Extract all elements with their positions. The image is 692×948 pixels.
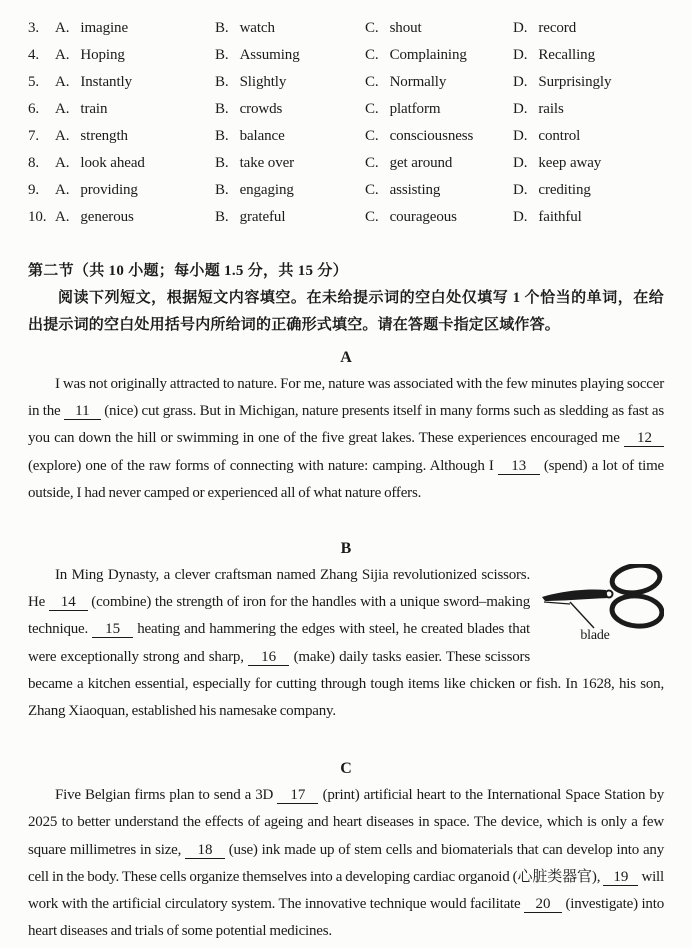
choice-row-6 — [28, 101, 664, 128]
passage-a-text — [28, 376, 664, 501]
option-b — [215, 209, 365, 226]
scissors-icon — [540, 564, 664, 630]
option-letter: C. — [365, 20, 379, 36]
option-letter: C. — [365, 47, 379, 63]
blank-12: 12 — [623, 430, 665, 447]
option-letter: D. — [513, 155, 528, 171]
option-c — [365, 47, 513, 64]
option-d — [513, 155, 664, 172]
option-text: engaging — [239, 182, 294, 198]
option-b — [215, 101, 365, 118]
option-text: get around — [389, 155, 453, 171]
question-number: 9. — [28, 182, 40, 198]
option-letter: B. — [215, 182, 229, 198]
option-text: keep away — [538, 155, 602, 171]
choice-row-8 — [28, 155, 664, 182]
option-letter: A. — [55, 47, 70, 63]
option-text: Instantly — [80, 74, 132, 90]
blank-20: 20 — [524, 896, 562, 913]
passage-text-run: I was not originally attracted to nature. For me, nature was associated with the few minutes playing soccer in the — [28, 376, 664, 420]
option-text: Recalling — [538, 47, 595, 63]
option-letter: B. — [215, 47, 229, 63]
option-b — [215, 182, 365, 199]
option-text: crowds — [239, 101, 283, 117]
option-text: Assuming — [239, 47, 300, 63]
section-instructions: 阅读下列短文，根据短文内容填空。在未给提示词的空白处仅填写 1 个恰当的单词，在给出提示词的空白处用括号内所给词的正确形式填空。请在答题卡指定区域作答。 — [28, 290, 664, 333]
passage-a-label: A — [340, 349, 352, 366]
option-letter: C. — [365, 209, 379, 225]
question-number: 3. — [28, 20, 40, 36]
option-letter: D. — [513, 20, 528, 36]
option-text: grateful — [239, 209, 286, 225]
choice-row-4 — [28, 47, 664, 74]
passage-b — [28, 562, 664, 725]
option-a — [55, 47, 215, 64]
option-text: platform — [389, 101, 441, 117]
option-text: record — [538, 20, 577, 36]
passage-text-run: Five Belgian firms plan to send a 3D — [55, 787, 278, 804]
blank-16: 16 — [247, 648, 290, 665]
question-number: 6. — [28, 101, 40, 117]
question-number: 8. — [28, 155, 40, 171]
blank-18: 18 — [185, 841, 225, 858]
option-letter: A. — [55, 20, 70, 36]
passage-text-run: will work with the artificial circulatory system. The innovative technique would facilitate — [28, 868, 664, 913]
question-number: 5. — [28, 74, 40, 90]
option-d — [513, 182, 664, 199]
option-text: control — [538, 128, 581, 144]
blank-13: 13 — [497, 457, 540, 474]
option-text: assisting — [389, 182, 441, 198]
passage-text-run: (print) artificial heart to the International Space Station by 2025 to better understand the effects of ageing and heart diseases in space. The device, which is only a few square millimetres in size, — [28, 787, 664, 858]
option-letter: A. — [55, 128, 70, 144]
option-text: courageous — [389, 209, 457, 225]
option-text: consciousness — [389, 128, 474, 144]
option-b — [215, 47, 365, 64]
passage-text-run: heating and hammering the edges with steel, he created blades that were exceptionally strong and sharp, — [28, 621, 531, 665]
passage-text-run: In Ming Dynasty, a clever craftsman named Zhang Sijia revolutionized scissors. He — [28, 567, 530, 611]
option-letter: A. — [55, 74, 70, 90]
blank-11: 11 — [64, 403, 101, 420]
option-a — [55, 101, 215, 118]
option-letter: A. — [55, 209, 70, 225]
passage-b-label: B — [340, 540, 352, 558]
option-text: generous — [80, 209, 134, 225]
option-text: Hoping — [80, 47, 125, 63]
option-text: look ahead — [80, 155, 145, 171]
option-letter: C. — [365, 128, 379, 144]
passage-a — [28, 371, 664, 507]
option-c — [365, 182, 513, 199]
option-text: imagine — [80, 20, 129, 36]
question-number: 10. — [28, 209, 47, 225]
passage-text-run: (spend) a lot of time outside, I had never camped or experienced all of what nature offers. — [28, 457, 665, 501]
option-d — [513, 209, 664, 226]
option-c — [365, 20, 513, 37]
option-text: balance — [239, 128, 285, 144]
option-letter: C. — [365, 74, 379, 90]
option-d — [513, 74, 664, 91]
passage-c-label: C — [340, 760, 352, 778]
option-text: Complaining — [389, 47, 467, 63]
option-letter: D. — [513, 101, 528, 117]
choice-row-5 — [28, 74, 664, 101]
option-letter: B. — [215, 20, 229, 36]
blank-19: 19 — [603, 868, 639, 885]
option-d — [513, 128, 664, 145]
option-a — [55, 74, 215, 91]
choice-row-7 — [28, 128, 664, 155]
option-a — [55, 128, 215, 145]
option-letter: D. — [513, 209, 528, 225]
scissors-figure — [540, 564, 664, 644]
blank-14: 14 — [48, 594, 88, 611]
option-letter: D. — [513, 128, 528, 144]
choice-row-9 — [28, 182, 664, 209]
passage-text-run: (explore) one of the raw forms of connecting with nature: camping. Although I — [28, 457, 498, 474]
option-a — [55, 209, 215, 226]
option-text: shout — [389, 20, 422, 36]
option-text: Normally — [389, 74, 447, 90]
passage-text-run: (nice) cut grass. But in Michigan, nature presents itself in many forms such as sledding as fast as you can down the hill or swimming in one of the five great lakes. These experiences encouraged me — [28, 403, 664, 447]
option-letter: A. — [55, 101, 70, 117]
option-text: faithful — [538, 209, 582, 225]
choice-row-3 — [28, 20, 664, 47]
option-c — [365, 128, 513, 145]
figure-label: blade — [580, 628, 610, 644]
question-number: 7. — [28, 128, 40, 144]
option-text: Surprisingly — [538, 74, 612, 90]
option-letter: B. — [215, 101, 229, 117]
option-text: Slightly — [239, 74, 287, 90]
option-text: take over — [239, 155, 295, 171]
passage-text-run: (use) ink made up of stem cells and biomaterials that can develop into any cell in the body. These cells organize themselves into a developing cardiac organoid (心脏类器官), — [28, 841, 665, 885]
option-c — [365, 101, 513, 118]
option-text: providing — [80, 182, 138, 198]
multiple-choice-section — [28, 20, 664, 236]
option-letter: D. — [513, 47, 528, 63]
blank-15: 15 — [92, 621, 134, 638]
option-a — [55, 20, 215, 37]
option-text: train — [80, 101, 108, 117]
option-letter: B. — [215, 209, 229, 225]
blank-17: 17 — [277, 787, 319, 804]
option-letter: A. — [55, 155, 70, 171]
option-c — [365, 155, 513, 172]
option-a — [55, 182, 215, 199]
option-letter: C. — [365, 182, 379, 198]
passage-c-text — [28, 787, 664, 939]
option-letter: B. — [215, 128, 229, 144]
option-b — [215, 74, 365, 91]
option-d — [513, 101, 664, 118]
option-b — [215, 128, 365, 145]
passage-c — [28, 782, 664, 945]
option-b — [215, 155, 365, 172]
section-heading: 第二节（共 10 小题；每小题 1.5 分，共 15 分） — [28, 263, 348, 279]
option-text: crediting — [538, 182, 591, 198]
option-c — [365, 209, 513, 226]
option-letter: C. — [365, 155, 379, 171]
passage-text-run: (combine) the strength of iron for the handles with a unique sword–making technique. — [28, 594, 531, 638]
option-text: strength — [80, 128, 128, 144]
option-text: watch — [239, 20, 275, 36]
option-letter: B. — [215, 74, 229, 90]
option-letter: C. — [365, 101, 379, 117]
passage-text-run: (investigate) into heart diseases and trials of some potential medicines. — [28, 896, 665, 940]
choice-row-10 — [28, 209, 664, 236]
option-b — [215, 20, 365, 37]
option-letter: A. — [55, 182, 70, 198]
option-a — [55, 155, 215, 172]
option-text: rails — [538, 101, 564, 117]
option-letter: D. — [513, 74, 528, 90]
option-d — [513, 47, 664, 64]
option-letter: D. — [513, 182, 528, 198]
option-letter: B. — [215, 155, 229, 171]
option-c — [365, 74, 513, 91]
passage-text-run: (make) daily tasks easier. These scissors became a kitchen essential, especially for cutting through tough items like chicken or fish. In 1628, his son, Zhang Xiaoquan, established his namesake company. — [28, 648, 664, 720]
question-number: 4. — [28, 47, 40, 63]
option-d — [513, 20, 664, 37]
